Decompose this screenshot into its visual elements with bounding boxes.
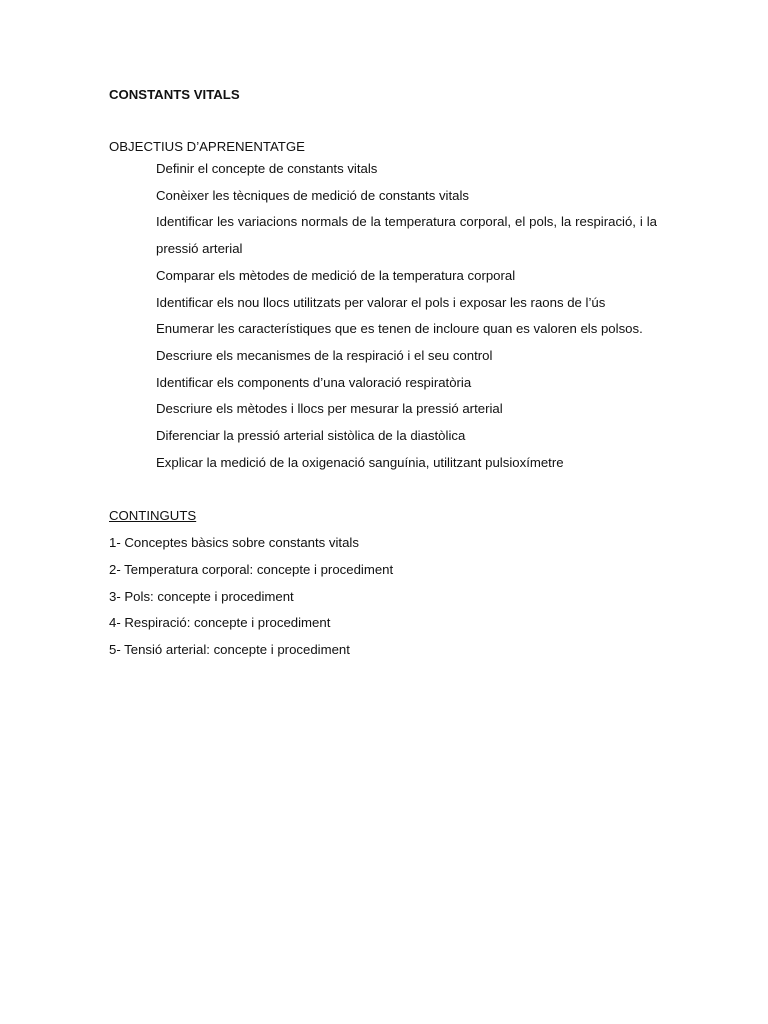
contents-item: 1- Conceptes bàsics sobre constants vitals	[109, 535, 359, 551]
objective-item: Identificar els components d’una valoració respiratòria	[156, 374, 472, 390]
objective-item: Descriure els mètodes i llocs per mesurar la pressió arterial	[156, 401, 503, 417]
objective-item: Diferenciar la pressió arterial sistòlica de la diastòlica	[156, 428, 466, 444]
objective-item: Identificar les variacions normals de la temperatura corporal, el pols, la respiració, i la pressió arterial	[156, 214, 657, 257]
contents-list	[109, 530, 657, 664]
contents-item: 3- Pols: concepte i procediment	[109, 588, 294, 604]
contents-heading: CONTINGUTS	[109, 508, 197, 524]
contents-item: 5- Tensió arterial: concepte i procediment	[109, 641, 350, 657]
objective-item: Definir el concepte de constants vitals	[156, 161, 378, 176]
document-body	[109, 86, 657, 664]
document-title: CONSTANTS VITALS	[109, 87, 240, 102]
objective-item: Comparar els mètodes de medició de la temperatura corporal	[156, 267, 516, 283]
objectives-heading: OBJECTIUS D’APRENENTATGE	[109, 139, 305, 154]
objective-item: Explicar la medició de la oxigenació sanguínia, utilitzant pulsioxímetre	[156, 454, 564, 470]
objective-item: Enumerar les característiques que es tenen de incloure quan es valoren els polsos.	[156, 321, 643, 337]
objectives-list	[109, 156, 657, 476]
contents-item: 2- Temperatura corporal: concepte i procediment	[109, 561, 394, 577]
contents-item: 4- Respiració: concepte i procediment	[109, 615, 331, 631]
objective-item: Descriure els mecanismes de la respiració i el seu control	[156, 347, 493, 363]
objective-item: Conèixer les tècniques de medició de constants vitals	[156, 187, 470, 203]
objective-item: Identificar els nou llocs utilitzats per valorar el pols i exposar les raons de l’ús	[156, 294, 606, 310]
